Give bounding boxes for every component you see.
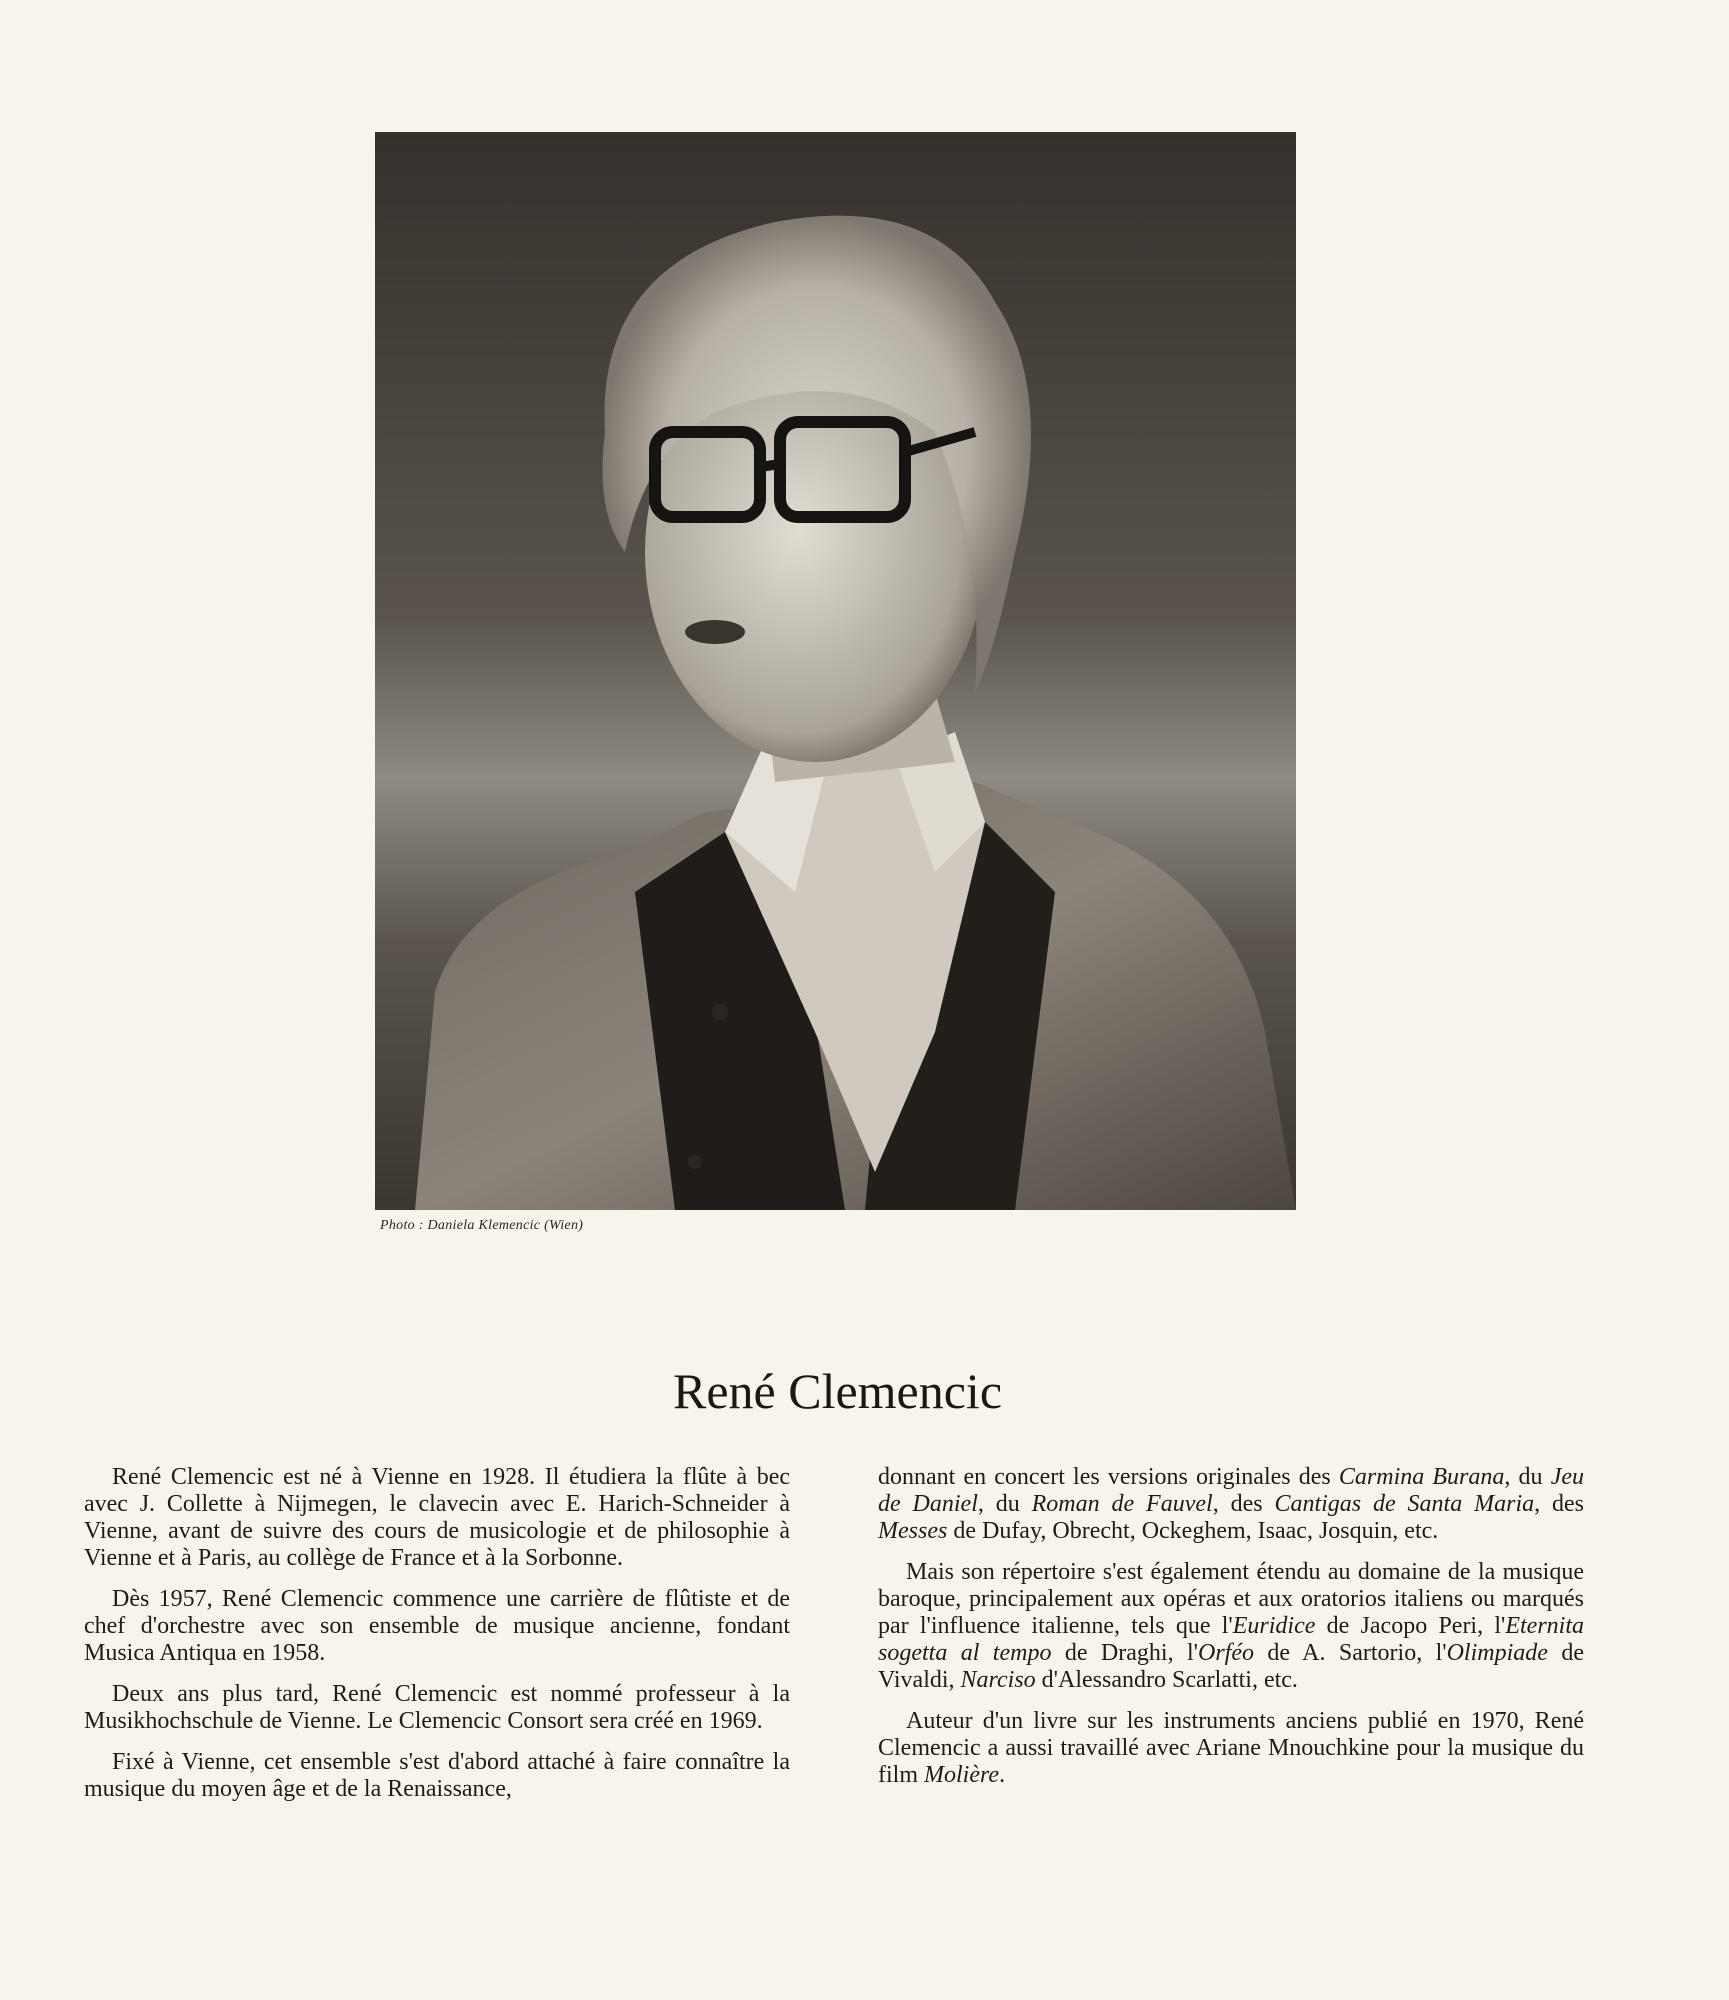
photo-credit: Photo : Daniela Klemencic (Wien) xyxy=(380,1218,584,1233)
work-title: Roman de Fauvel xyxy=(1031,1491,1213,1517)
text-run: Auteur d'un livre sur les instruments anciens publié en 1970, René Clemencic a aussi travaillé avec Ariane Mnouchkine pour la musique du film xyxy=(878,1708,1584,1788)
work-title: Olimpiade xyxy=(1446,1640,1548,1666)
left-column xyxy=(84,1464,790,1817)
text-run: , du xyxy=(977,1491,1032,1517)
paragraph: Fixé à Vienne, cet ensemble s'est d'abord attaché à faire connaître la musique du moyen âge et de la Renaissance, xyxy=(84,1749,790,1802)
article-title: René Clemencic xyxy=(672,1363,1003,1419)
work-title: Messes xyxy=(878,1518,948,1544)
text-run: , du xyxy=(1504,1464,1551,1490)
work-title: Orféo xyxy=(1197,1640,1254,1666)
work-title: Cantigas de Santa Maria xyxy=(1274,1491,1535,1517)
text-run: de A. Sartorio, l' xyxy=(1253,1640,1447,1666)
paragraph xyxy=(878,1708,1584,1789)
text-run: de Draghi, l' xyxy=(1051,1640,1198,1666)
work-title: Narciso xyxy=(960,1667,1036,1693)
text-run: de Dufay, Obrecht, Ockeghem, Isaac, Josquin, etc. xyxy=(947,1518,1439,1544)
portrait-photo-image xyxy=(375,132,1296,1210)
paragraph xyxy=(878,1559,1584,1694)
text-run: d'Alessandro Scarlatti, etc. xyxy=(1035,1667,1298,1693)
paragraph xyxy=(878,1464,1584,1545)
text-run: , des xyxy=(1212,1491,1275,1517)
work-title: Euridice xyxy=(1232,1613,1316,1639)
text-run: . xyxy=(999,1762,1006,1788)
work-title: Molière xyxy=(924,1762,1000,1788)
paragraph: Dès 1957, René Clemencic commence une carrière de flûtiste et de chef d'orchestre avec son ensemble de musique ancienne, fondant Musica Antiqua en 1958. xyxy=(84,1586,790,1666)
text-run: Mais son répertoire s'est également étendu au domaine de la musique baroque, principalement aux opéras et aux oratorios italiens ou marqués par l'influence italienne, tels que l' xyxy=(878,1559,1584,1639)
text-run: de Jacopo Peri, l' xyxy=(1315,1613,1506,1639)
text-run: de Vivaldi, xyxy=(878,1640,1584,1693)
paragraph: René Clemencic est né à Vienne en 1928. Il étudiera la flûte à bec avec J. Collette à Nijmegen, le clavecin avec E. Harich-Schneider à Vienne, avant de suivre des cours de musicologie et de philosophie à Vienne et à Paris, au collège de France et à la Sorbonne. xyxy=(84,1464,790,1571)
work-title: Eternita sogetta al tempo xyxy=(878,1613,1584,1666)
text-run: donnant en concert les versions originales des xyxy=(878,1464,1339,1490)
text-run: , des xyxy=(1534,1491,1584,1517)
work-title: Jeu de Daniel xyxy=(878,1464,1585,1517)
portrait-photo xyxy=(375,132,1296,1210)
right-column xyxy=(878,1464,1584,1803)
paragraph: Deux ans plus tard, René Clemencic est nommé professeur à la Musikhochschule de Vienne. Le Clemencic Consort sera créé en 1969. xyxy=(84,1681,790,1734)
work-title: Carmina Burana xyxy=(1338,1464,1505,1490)
